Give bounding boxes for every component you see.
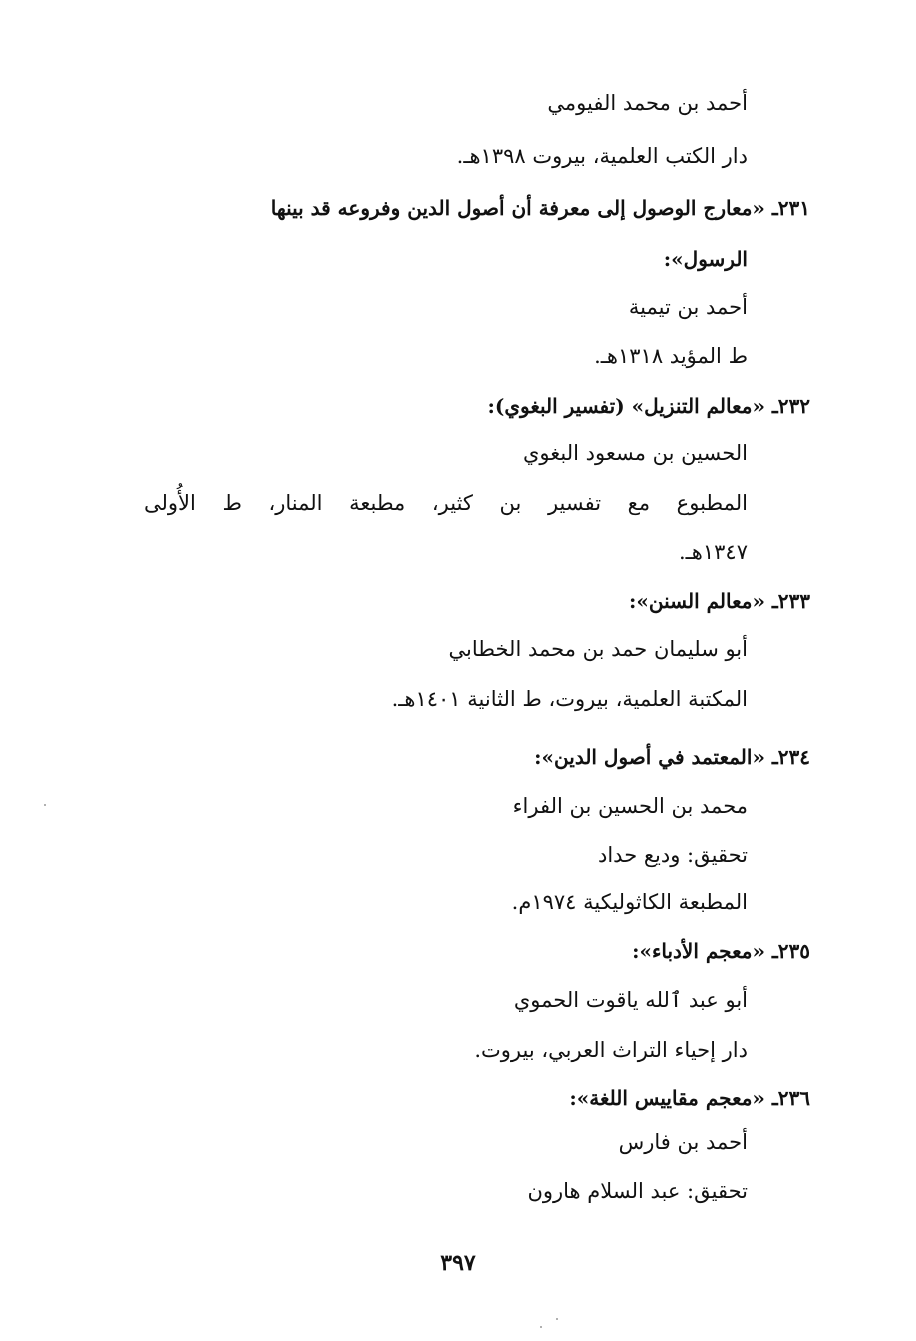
author-line: أحمد بن محمد الفيومي [547, 91, 748, 115]
author-line: أبو سليمان حمد بن محمد الخطابي [448, 637, 748, 661]
publisher-line: ط المؤيد ١٣١٨هـ. [594, 344, 748, 368]
entry-heading-236: ٢٣٦ـ «معجم مقاييس اللغة»: [569, 1086, 810, 1110]
entry-heading-231-continuation: الرسول»: [663, 247, 748, 271]
entry-heading-231: ٢٣١ـ «معارج الوصول إلى معرفة أن أصول الدين وفروعه قد بينها [270, 196, 810, 220]
entry-heading-232: ٢٣٢ـ «معالم التنزيل» (تفسير البغوي): [487, 394, 810, 418]
publisher-line-continuation: ١٣٤٧هـ. [678, 540, 748, 564]
publisher-line: المطبعة الكاثوليكية ١٩٧٤م. [511, 890, 748, 914]
entry-heading-234: ٢٣٤ـ «المعتمد في أصول الدين»: [534, 745, 810, 769]
author-line: محمد بن الحسين بن الفراء [512, 794, 748, 818]
scan-speck [556, 1318, 558, 1320]
author-line: الحسين بن مسعود البغوي [522, 441, 748, 465]
publisher-line: دار إحياء التراث العربي، بيروت. [474, 1038, 748, 1062]
author-line: أحمد بن فارس [618, 1130, 748, 1154]
publisher-line: المطبوع مع تفسير بن كثير، مطبعة المنار، ط الأُولى [144, 491, 748, 515]
author-line: أحمد بن تيمية [628, 295, 748, 319]
scan-speck [44, 804, 46, 806]
editor-line: تحقيق: عبد السلام هارون [527, 1179, 748, 1203]
scan-speck [540, 1326, 542, 1328]
publisher-line: المكتبة العلمية، بيروت، ط الثانية ١٤٠١هـ. [391, 687, 748, 711]
author-line: أبو عبد ٱلله ياقوت الحموي [513, 988, 748, 1012]
entry-heading-235: ٢٣٥ـ «معجم الأدباء»: [632, 939, 810, 963]
entry-heading-233: ٢٣٣ـ «معالم السنن»: [628, 589, 810, 613]
editor-line: تحقيق: وديع حداد [597, 843, 748, 867]
page-number: ٣٩٧ [440, 1250, 476, 1276]
publisher-line: دار الكتب العلمية، بيروت ١٣٩٨هـ. [456, 144, 748, 168]
